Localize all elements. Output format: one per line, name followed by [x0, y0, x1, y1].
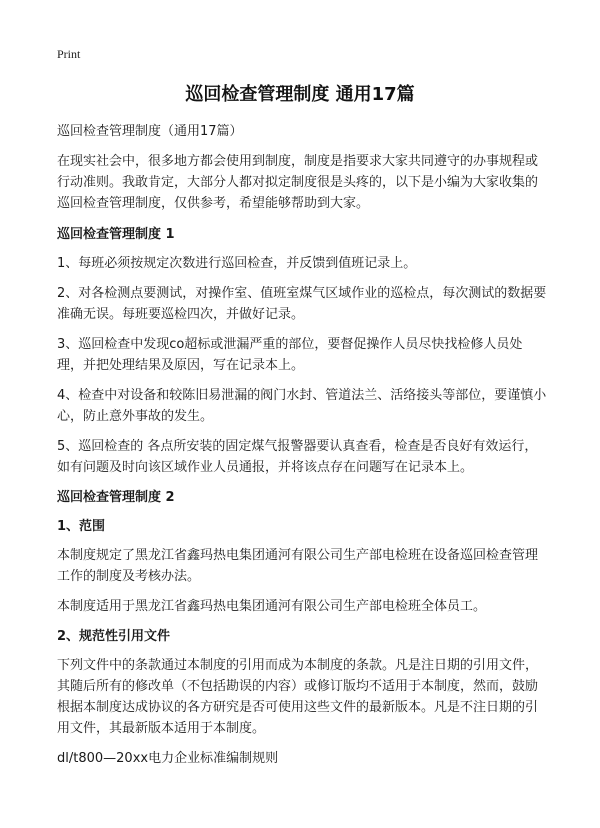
- subsection-heading-scope: 1、范围: [57, 519, 106, 534]
- list-item: 1、每班必须按规定次数进行巡回检查，并反馈到值班记录上。: [57, 256, 417, 271]
- document-body: [57, 121, 547, 769]
- section-heading-1: 巡回检查管理制度 1: [57, 227, 175, 242]
- section-heading-2: 巡回检查管理制度 2: [57, 490, 175, 505]
- standard-reference: dl/t800—20xx电力企业标准编制规则: [57, 751, 279, 766]
- subsection-heading-references: 2、规范性引用文件: [57, 629, 171, 644]
- applicability-paragraph: 本制度适用于黑龙江省鑫玛热电集团通河有限公司生产部电检班全体员工。: [57, 599, 487, 614]
- list-item: 4、检查中对设备和较陈旧易泄漏的阀门水封、管道法兰、活络接头等部位，要谨慎小心，防止意外事故的发生。: [57, 388, 547, 424]
- intro-paragraph: 在现实社会中，很多地方都会使用到制度，制度是指要求大家共同遵守的办事规程或行动准则。我敢肯定，大部分人都对拟定制度很是头疼的，以下是小编为大家收集的巡回检查管理制度，仅供参考，希望能够帮助到大家。: [57, 154, 539, 211]
- list-item: 2、对各检测点要测试，对操作室、值班室煤气区域作业的巡检点，每次测试的数据要准确无误。每班要巡检四次，并做好记录。: [57, 286, 547, 322]
- scope-paragraph: 本制度规定了黑龙江省鑫玛热电集团通河有限公司生产部电检班在设备巡回检查管理工作的制度及考核办法。: [57, 548, 539, 584]
- print-label[interactable]: Print: [57, 47, 81, 61]
- page-title: 巡回检查管理制度 通用17篇: [185, 84, 415, 105]
- list-item: 3、巡回检查中发现co超标或泄漏严重的部位，要督促操作人员尽快找检修人员处理，并把处理结果及原因，写在记录本上。: [57, 337, 523, 373]
- list-item: 5、巡回检查的 各点所安装的固定煤气报警器要认真查看，检查是否良好有效运行，如有问题及时向该区域作业人员通报，并将该点存在问题写在记录本上。: [57, 439, 538, 475]
- document-subtitle: 巡回检查管理制度（通用17篇）: [57, 124, 243, 139]
- references-paragraph: 下列文件中的条款通过本制度的引用而成为本制度的条款。凡是注日期的引用文件，其随后所有的修改单（不包括勘误的内容）或修订版均不适用于本制度，然而，鼓励根据本制度达成协议的各方研究是否可使用这些文件的最新版本。凡是不注日期的引用文件，其最新版本适用于本制度。: [57, 658, 539, 736]
